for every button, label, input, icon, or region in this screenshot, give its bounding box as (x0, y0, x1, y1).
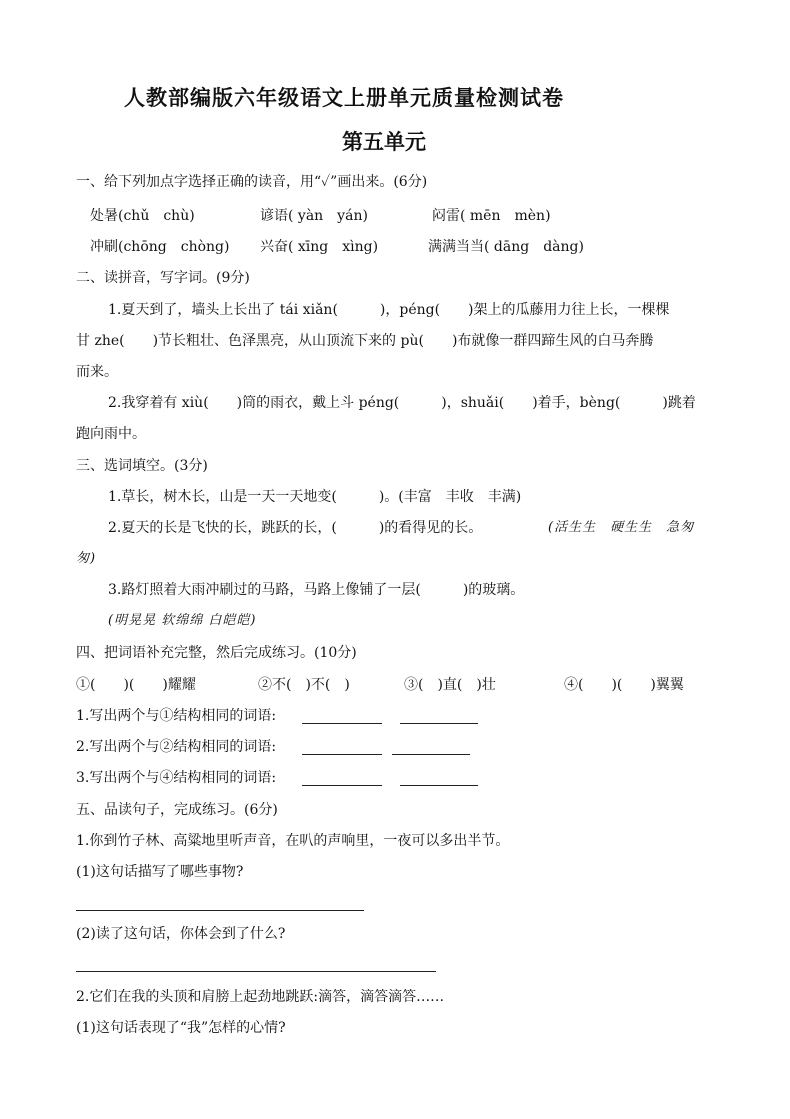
section-5-heading: 五、品读句子，完成练习。(6分) (76, 802, 278, 818)
pinyin-item-5: 兴奋( xīng xìng) (260, 239, 379, 255)
s4-ex2-answer-line-1[interactable] (302, 754, 382, 755)
s4-word-item-4: ④( )( )翼翼 (564, 677, 684, 693)
s4-exercise-2: 2.写出两个与②结构相同的词语: (76, 739, 277, 755)
s5-q1-1-answer-line[interactable] (76, 910, 364, 911)
s3-question-2-options-cont: 匆) (76, 551, 97, 566)
section-2-heading: 二、读拼音，写字词。(9分) (76, 270, 250, 286)
s3-question-2: 2.夏天的长是飞快的长，跳跃的长，( )的看得见的长。 (108, 520, 483, 536)
pinyin-item-6: 满满当当( dāng dàng) (428, 239, 584, 255)
s4-ex1-answer-line-1[interactable] (302, 723, 382, 724)
s4-ex3-answer-line-2[interactable] (400, 785, 478, 786)
s2-paragraph-1-line-2: 甘 zhe( )节长粗壮、色泽黑亮，从山顶流下来的 pù( )布就像一群四蹄生风的白马奔腾 (76, 333, 654, 349)
s2-paragraph-2-line-2: 跑向雨中。 (76, 426, 146, 442)
s5-question-2-1: (1)这句话表现了“我”怎样的心情? (76, 1020, 286, 1036)
s5-sentence-1: 1.你到竹子林、高粱地里听声音，在叭的声响里，一夜可以多出半节。 (76, 833, 510, 849)
page-title: 人教部编版六年级语文上册单元质量检测试卷 (124, 85, 564, 110)
s4-ex2-answer-line-2[interactable] (392, 754, 470, 755)
pinyin-item-1: 处暑(chǔ chù) (90, 208, 195, 224)
s3-question-1: 1.草长，树木长，山是一天一天地变( )。(丰富 丰收 丰满) (108, 489, 522, 505)
pinyin-item-3: 闷雷( mēn mèn) (432, 208, 551, 224)
s2-paragraph-1-line-3: 而来。 (76, 364, 118, 380)
s4-word-item-1: ①( )( )耀耀 (76, 677, 196, 693)
pinyin-item-4: 冲刷(chōng chòng) (90, 239, 230, 255)
s2-paragraph-1-line-1: 1.夏天到了，墙头上长出了 tái xiǎn( )，péng( )架上的瓜藤用力往上长，一棵棵 (108, 302, 670, 318)
unit-title: 第五单元 (342, 129, 426, 154)
s5-question-1-2: (2)读了这句话，你体会到了什么? (76, 926, 286, 942)
s4-ex1-answer-line-2[interactable] (400, 723, 478, 724)
s3-question-3-options: (明晃晃 软绵绵 白皑皑) (108, 613, 257, 628)
s5-q1-2-answer-line[interactable] (76, 971, 436, 972)
s4-word-item-3: ③( )直( )壮 (404, 677, 496, 693)
s2-paragraph-2-line-1: 2.我穿着有 xiù( )筒的雨衣，戴上斗 péng( )，shuǎi( )着手，bèng( )跳着 (108, 395, 696, 411)
s5-question-1-1: (1)这句话描写了哪些事物? (76, 864, 244, 880)
section-4-heading: 四、把词语补充完整，然后完成练习。(10分) (76, 645, 357, 661)
s3-question-2-options: (活生生 硬生生 急匆 (548, 520, 695, 535)
pinyin-item-2: 谚语( yàn yán) (260, 208, 368, 224)
s4-word-item-2: ②不( )不( ) (258, 677, 350, 693)
section-3-heading: 三、选词填空。(3分) (76, 458, 208, 474)
s4-exercise-3: 3.写出两个与④结构相同的词语: (76, 770, 277, 786)
s3-question-3: 3.路灯照着大雨冲刷过的马路，马路上像铺了一层( )的玻璃。 (108, 582, 525, 598)
section-1-heading: 一、给下列加点字选择正确的读音，用“✓”画出来。(6分) (76, 174, 428, 190)
s5-sentence-2: 2.它们在我的头顶和肩膀上起劲地跳跃:滴答，滴答滴答…… (76, 989, 445, 1005)
s4-exercise-1: 1.写出两个与①结构相同的词语: (76, 708, 277, 724)
s4-ex3-answer-line-1[interactable] (302, 785, 382, 786)
